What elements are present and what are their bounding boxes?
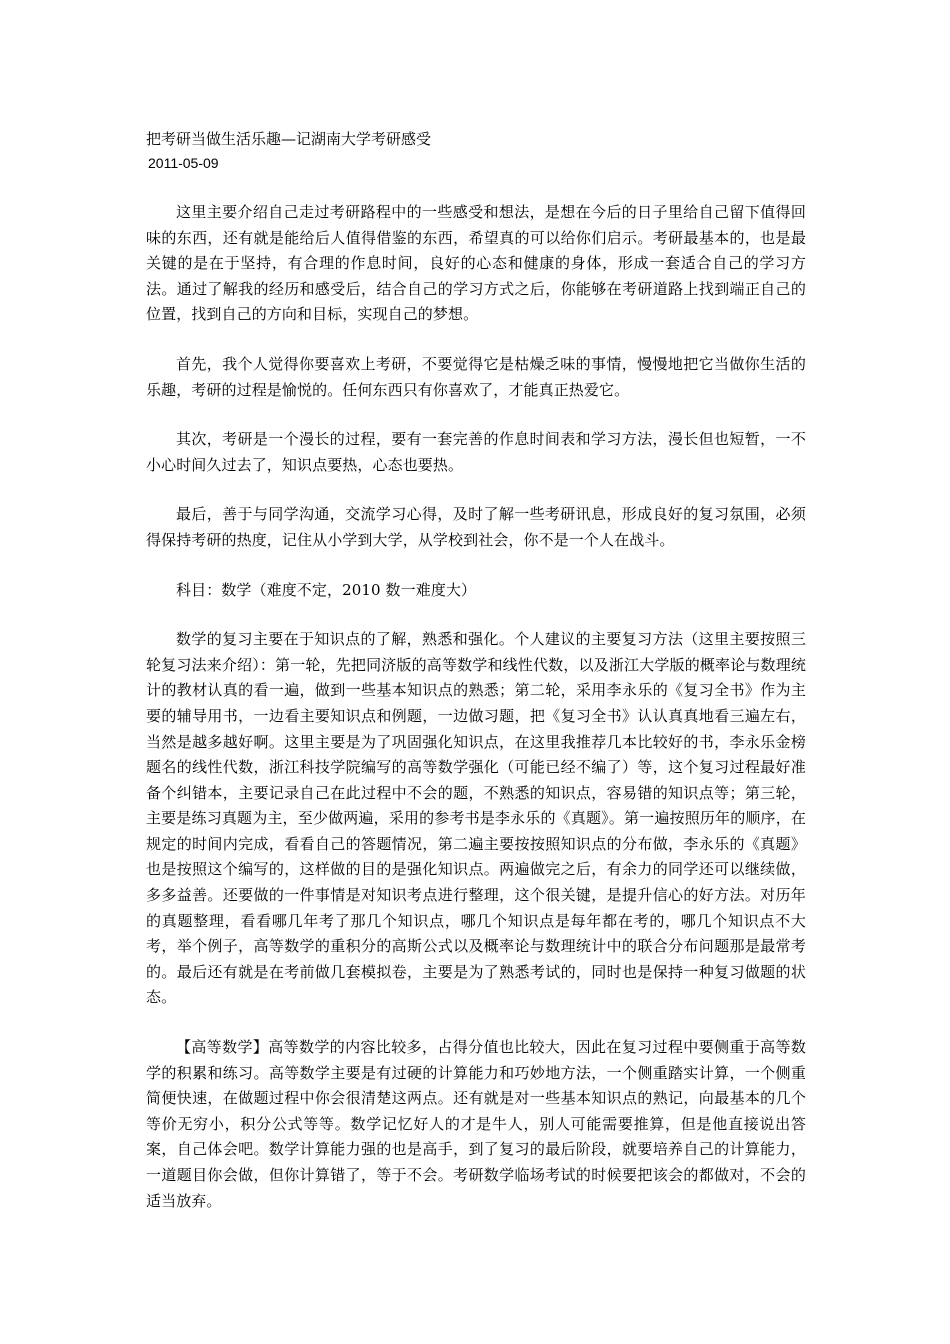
document-page [146,126,806,1214]
paragraph-subject: 科目：数学（难度不定，2010 数一难度大） [176,580,477,599]
paragraph-intro: 这里主要介绍自己走过考研路程中的一些感受和想法，是想在今后的日子里给自己留下值得回味的东西，还有就是能给后人值得借鉴的东西，希望真的可以给你们启示。考研最基本的，也是最关键的是在于坚持，有合理的作息时间，良好的心态和健康的身体，形成一套适合自己的学习方法。通过了解我的经历和感受后，结合自己的学习方式之后，你能够在考研道路上找到端正自己的位置，找到自己的方向和目标，实现自己的梦想。 [146,203,806,324]
paragraph-third-point: 最后，善于与同学沟通，交流学习心得，及时了解一些考研讯息，形成良好的复习氛围，必须得保持考研的热度，记住从小学到大学，从学校到社会，你不是一个人在战斗。 [146,505,806,549]
section-heading-advanced-math: 【高等数学】 [176,1038,269,1057]
document-date: 2011-05-09 [148,155,219,171]
paragraph-advanced-math [146,1035,806,1214]
advanced-math-text: 高等数学的内容比较多，占得分值也比较大，因此在复习过程中要侧重于高等数学的积累和练习。高等数学主要是有过硬的计算能力和巧妙地方法，一个侧重踏实计算，一个侧重简便快速，在做题过程中你会很清楚这两点。还有就是对一些基本知识点的熟记，向最基本的几个等价无穷小，积分公式等等。数学记忆好人的才是牛人，别人可能需要推算，但是他直接说出答案，自己体会吧。数学计算能力强的也是高手，到了复习的最后阶段，就要培养自己的计算能力，一道题目你会做，但你计算错了，等于不会。考研数学临场考试的时候要把该会的都做对，不会的适当放弃。 [146,1038,806,1210]
paragraph-second-point: 其次，考研是一个漫长的过程，要有一套完善的作息时间表和学习方法，漫长但也短暂，一不小心时间久过去了，知识点要热，心态也要热。 [146,430,806,474]
paragraph-first-point: 首先，我个人觉得你要喜欢上考研，不要觉得它是枯燥乏味的事情，慢慢地把它当做你生活的乐趣，考研的过程是愉悦的。任何东西只有你喜欢了，才能真正热爱它。 [146,354,806,399]
document-title: 把考研当做生活乐趣—记湖南大学考研感受 [146,130,432,148]
paragraph-math-review: 数学的复习主要在于知识点的了解，熟悉和强化。个人建议的主要复习方法（这里主要按照三轮复习法来介绍）：第一轮，先把同济版的高等数学和线性代数，以及浙江大学版的概率论与数理统计的教材认真的看一遍，做到一些基本知识点的熟悉；第二轮，采用李永乐的《复习全书》作为主要的辅导用书，一边看主要知识点和例题，一边做习题，把《复习全书》认认真真地看三遍左右，当然是越多越好啊。这里主要是为了巩固强化知识点，在这里我推荐几本比较好的书，李永乐金榜题名的线性代数，浙江科技学院编写的高等数学强化（可能已经不编了）等，这个复习过程最好准备个纠错本，主要记录自己在此过程中不会的题，不熟悉的知识点，容易错的知识点等；第三轮，主要是练习真题为主，至少做两遍，采用的参考书是李永乐的《真题》。第一遍按照历年的顺序，在规定的时间内完成，看看自己的答题情况，第二遍主要按按照知识点的分布做，李永乐的《真题》也是按照这个编写的，这样做的目的是强化知识点。两遍做完之后，有余力的同学还可以继续做，多多益善。还要做的一件事情是对知识考点进行整理，这个很关键，是提升信心的好方法。对历年的真题整理，看看哪几年考了那几个知识点，哪几个知识点是每年都在考的，哪几个知识点不大考，举个例子，高等数学的重积分的高斯公式以及概率论与数理统计中的联合分布问题那是最常考的。最后还有就是在考前做几套模拟卷，主要是为了熟悉考试的，同时也是保持一种复习做题的状态。 [146,630,806,1007]
